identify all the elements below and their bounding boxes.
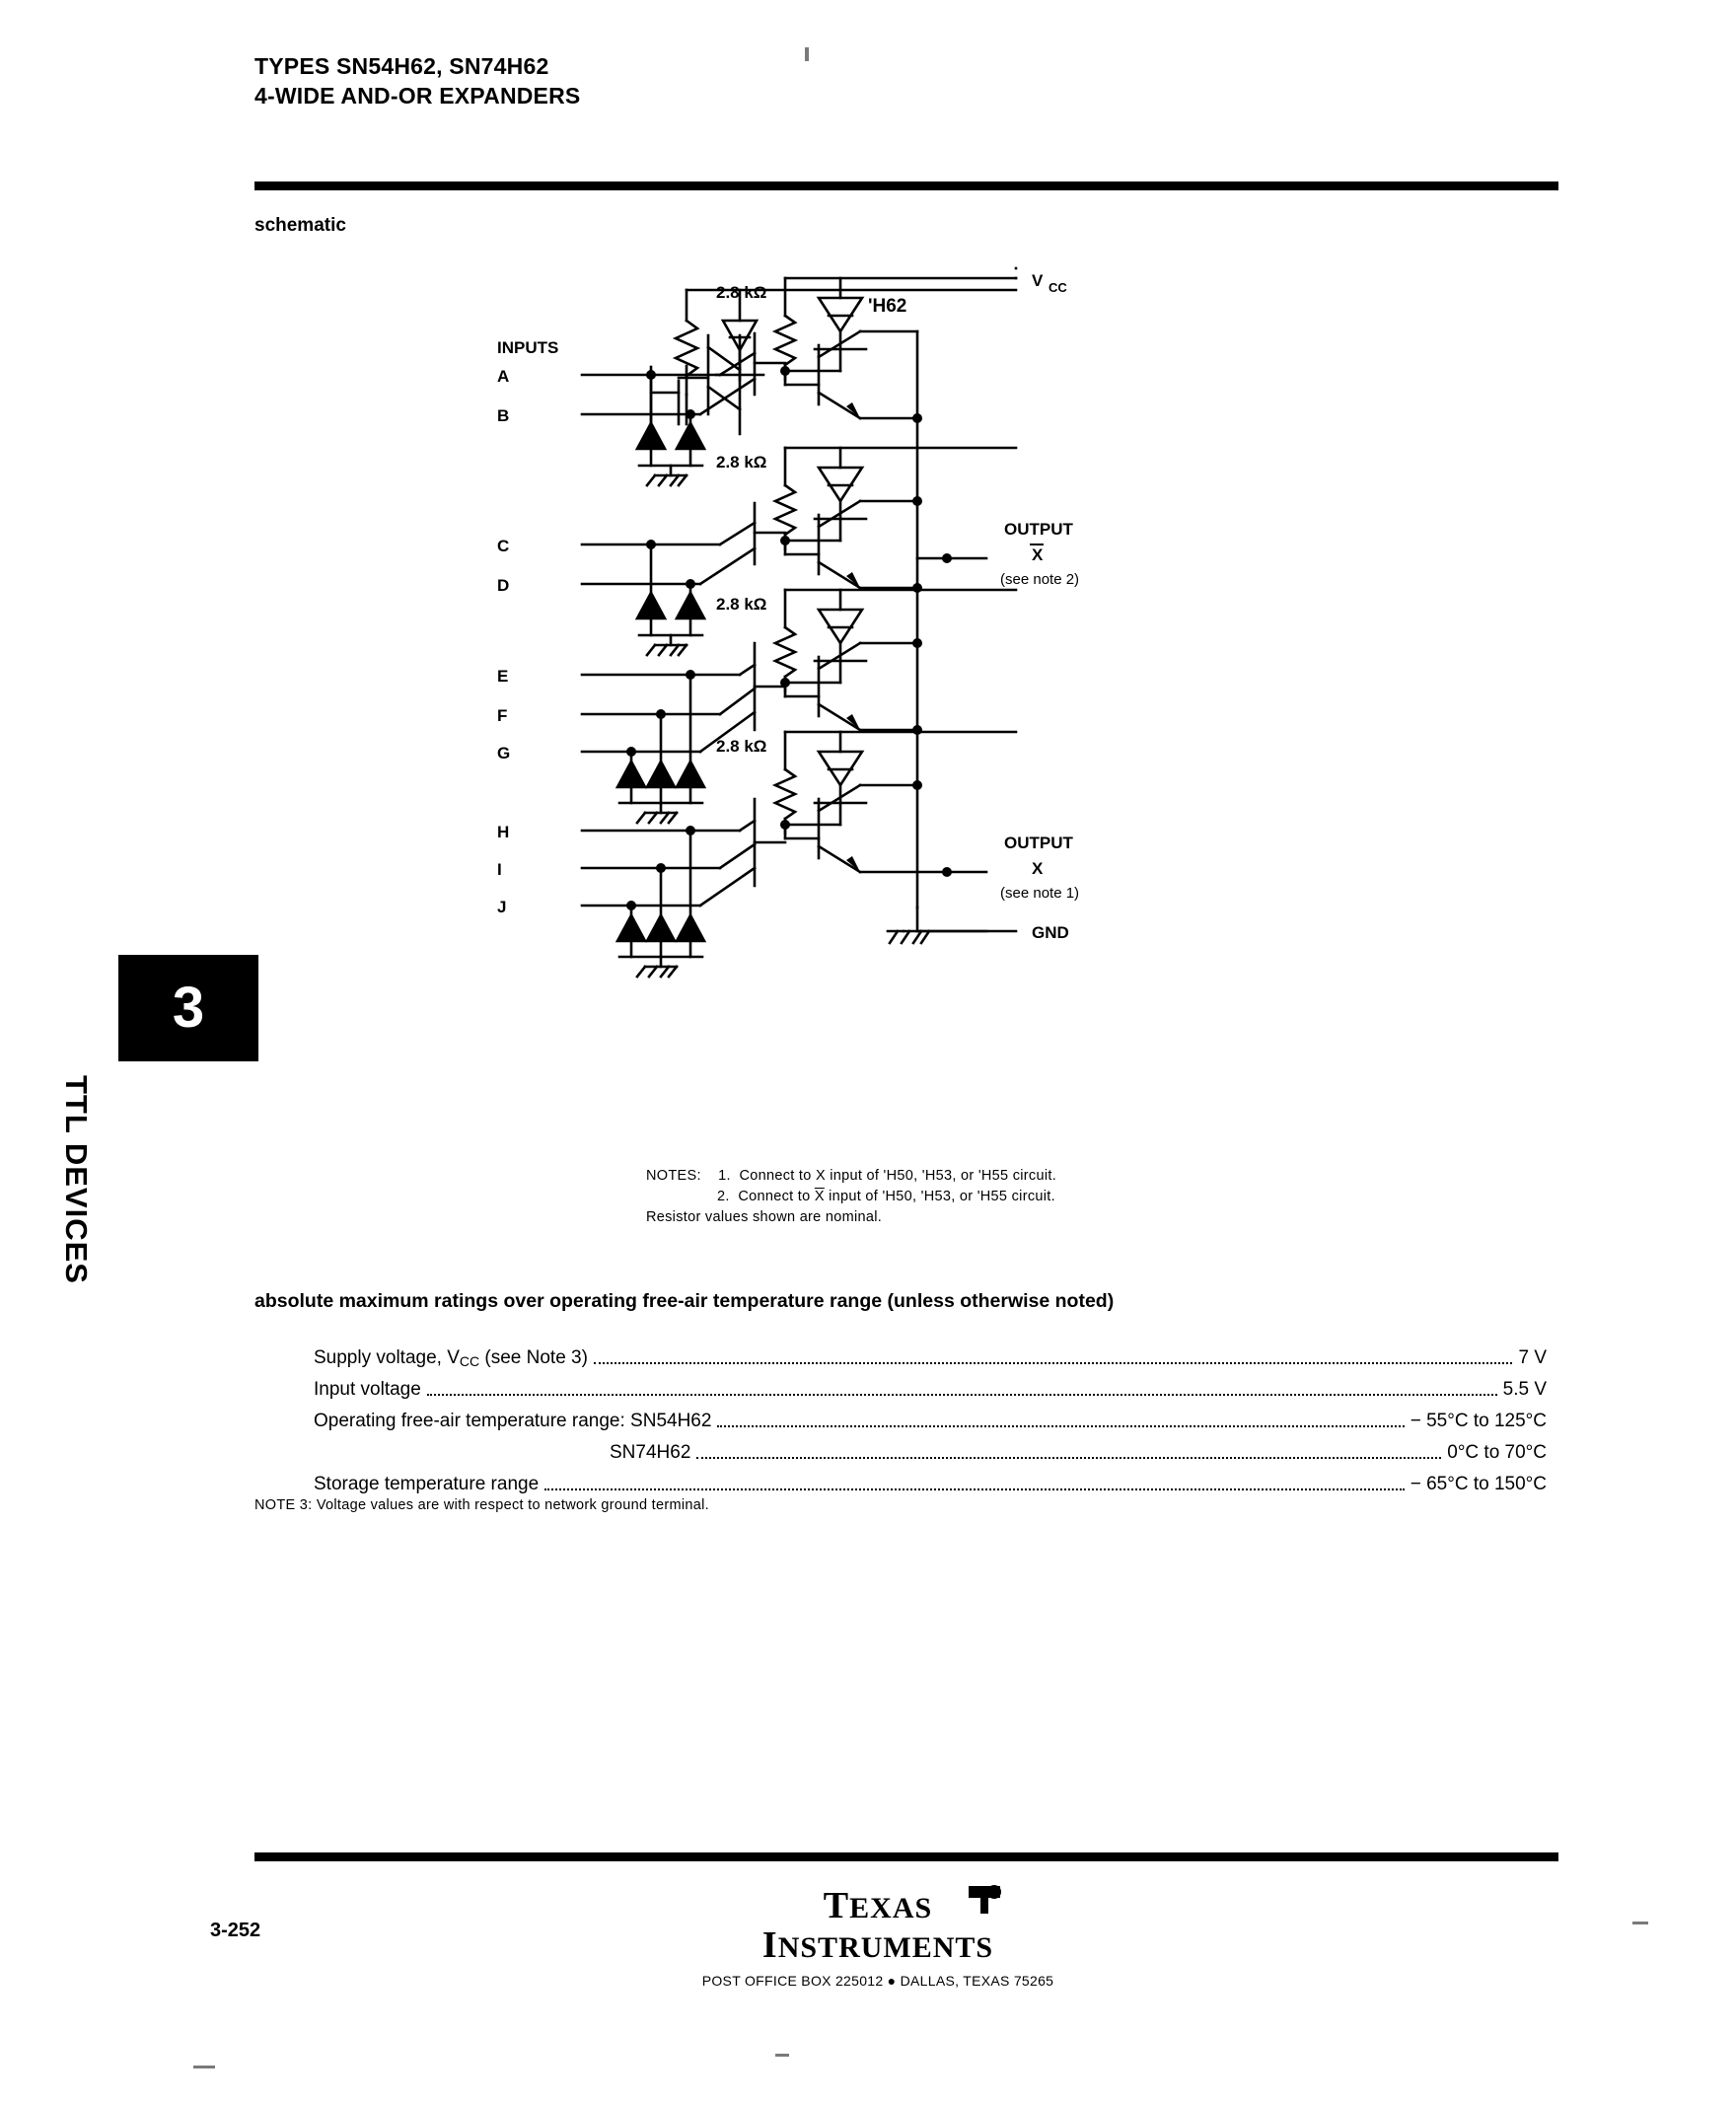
ratings-heading: absolute maximum ratings over operating free-air temperature range (unless otherwise noted) (254, 1290, 1115, 1312)
svg-text:OUTPUT: OUTPUT (1004, 520, 1073, 539)
leader-dots (544, 1487, 1405, 1490)
schematic-diagram (497, 271, 1302, 1085)
leader-dots (427, 1393, 1497, 1396)
footer-rule (254, 1852, 1558, 1861)
svg-text:D: D (497, 576, 510, 595)
chapter-number: 3 (172, 976, 205, 1040)
svg-text:GND: GND (1032, 923, 1069, 942)
rating-row (314, 1401, 1547, 1432)
svg-text:(see note 2): (see note 2) (1000, 571, 1080, 588)
svg-text:2.8 kΩ: 2.8 kΩ (716, 595, 767, 614)
rating-label: Supply voltage, $V_{CC}$ (see Note 3) (314, 1347, 588, 1369)
rating-row (314, 1464, 1547, 1495)
rating-value: 7 V (1518, 1347, 1547, 1368)
note-3: NOTE 3: Voltage values are with respect to network ground terminal. (254, 1497, 709, 1513)
svg-text:F: F (497, 706, 508, 725)
svg-text:OUTPUT: OUTPUT (1004, 834, 1073, 852)
svg-text:H: H (497, 823, 510, 841)
schematic-title: 'H62 (868, 296, 907, 317)
ratings-table (314, 1338, 1547, 1495)
rating-row (314, 1369, 1547, 1401)
note-2-post: input of 'H50, 'H53, or 'H55 circuit. (824, 1189, 1055, 1204)
page-speck (805, 47, 809, 61)
svg-text:(see note 1): (see note 1) (1000, 885, 1080, 902)
ti-logo-line2: INSTRUMENTS (761, 1924, 994, 1966)
page-title (254, 51, 580, 110)
header-rule (254, 181, 1558, 190)
ti-logo-line1: TEXAS (823, 1885, 933, 1926)
svg-text:X: X (1032, 859, 1044, 878)
note-1-number: 1. (718, 1168, 731, 1184)
svg-text:X: X (1032, 545, 1044, 564)
notes-row-2 (646, 1187, 1056, 1207)
svg-text:E: E (497, 667, 509, 686)
notes-prefix: NOTES: (646, 1168, 701, 1184)
chapter-tab (118, 955, 258, 1061)
svg-text:J: J (497, 898, 507, 916)
leader-dots (696, 1456, 1441, 1459)
note-2-pin: $\overline{X}$ (814, 1189, 825, 1204)
note-1-pin: X (815, 1168, 826, 1184)
page-speck (193, 2066, 215, 2068)
rating-label: Operating free-air temperature range: SN54H62 (314, 1411, 712, 1431)
notes-row-1 (646, 1166, 1056, 1187)
note-2-pre: Connect to (738, 1189, 815, 1204)
page-speck (775, 2054, 789, 2057)
rating-value: 0°C to 70°C (1447, 1442, 1547, 1463)
svg-text:V: V (1032, 271, 1044, 290)
svg-text:C: C (497, 537, 510, 555)
svg-text:2.8 kΩ: 2.8 kΩ (716, 737, 767, 756)
svg-text:B: B (497, 406, 510, 425)
ti-address: POST OFFICE BOX 225012 ● DALLAS, TEXAS 75265 (701, 1973, 1054, 1989)
rating-label: SN74H62 (610, 1442, 691, 1463)
svg-text:2.8 kΩ: 2.8 kΩ (716, 283, 767, 302)
rating-label: Input voltage (314, 1379, 421, 1400)
page-title-line1: TYPES SN54H62, SN74H62 (254, 53, 549, 79)
rating-value: 5.5 V (1502, 1379, 1547, 1400)
ti-emblem-icon (965, 1882, 1004, 1918)
rating-value: − 55°C to 125°C (1410, 1411, 1547, 1431)
note-2-number: 2. (717, 1189, 730, 1204)
notes-footer: Resistor values shown are nominal. (646, 1209, 883, 1225)
ti-logo (681, 1884, 1075, 1989)
svg-text:CC: CC (1049, 280, 1067, 295)
schematic-notes (646, 1166, 1056, 1228)
rating-value: − 65°C to 150°C (1410, 1474, 1547, 1494)
note-1-post: input of 'H50, 'H53, or 'H55 circuit. (825, 1168, 1057, 1184)
leader-dots (594, 1361, 1513, 1364)
svg-text:INPUTS: INPUTS (497, 338, 559, 357)
svg-text:G: G (497, 744, 511, 762)
leader-dots (717, 1424, 1404, 1427)
page-number: 3-252 (210, 1920, 261, 1941)
section-heading-schematic: schematic (254, 215, 346, 236)
page-speck (1632, 1922, 1648, 1924)
chapter-label: TTL DEVICES (59, 1075, 94, 1284)
svg-text:A: A (497, 367, 510, 386)
note-1-pre: Connect to (739, 1168, 816, 1184)
page-title-line2: 4-WIDE AND-OR EXPANDERS (254, 83, 581, 109)
rating-row (314, 1338, 1547, 1369)
rating-label: Storage temperature range (314, 1474, 540, 1494)
svg-text:I: I (497, 860, 502, 879)
rating-row (314, 1432, 1547, 1464)
svg-text:2.8 kΩ: 2.8 kΩ (716, 453, 767, 472)
